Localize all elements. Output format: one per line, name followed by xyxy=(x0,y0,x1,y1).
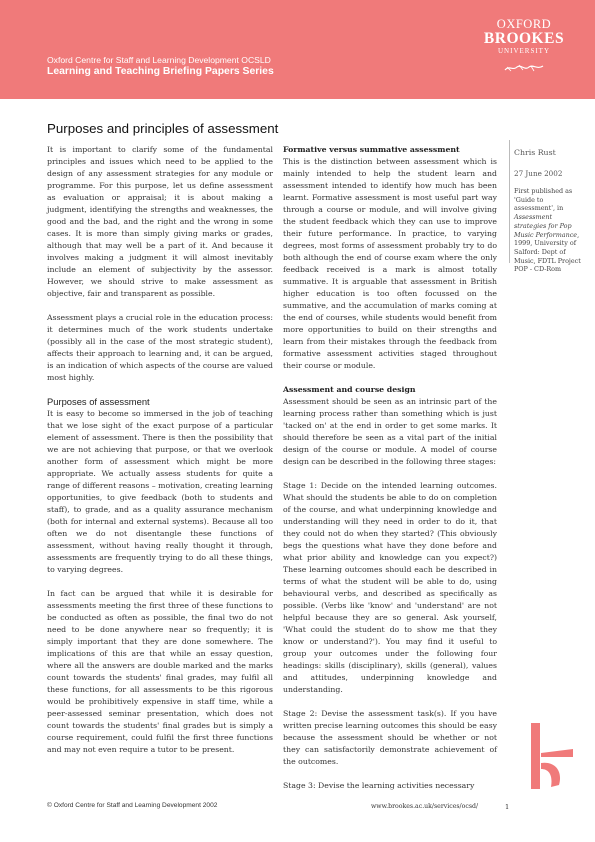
section-heading-course-design: Assessment and course design xyxy=(283,385,416,394)
section-heading-formative: Formative versus summative assessment xyxy=(283,145,460,154)
logo-emblem-icon xyxy=(503,63,545,73)
series-title: Learning and Teaching Briefing Papers Series xyxy=(47,66,274,77)
paragraph: It is easy to become so immersed in the job of teaching that we lose sight of the exact purpose of a particular element of assessment. There is then the possibility that we are not achieving that purpose, or that we overlook another form of assessment which might be more appropriate. We actually assess students for quite a range of different reasons – motivation, creating learning opportunities, to give feedback (both to students and staff), to grade, and as a quality assurance mechanism (both for internal and external systems). Because all too often we do not disentangle these functions of assessment, without having really thought it through, assessments are frequently trying to do all these things, to varying degrees. xyxy=(47,409,273,574)
page-number: 1 xyxy=(505,803,510,811)
column-middle xyxy=(283,144,497,792)
note-text: First published as 'Guide to assessment', in xyxy=(514,187,573,213)
header-banner xyxy=(0,0,595,99)
paragraph: Stage 2: Devise the assessment task(s). If you have written precise learning outcomes this should be easy because the assessment should be whether or not they can satisfactorily demonstrate achievement of the outcomes. xyxy=(283,709,497,766)
paragraph: It is important to clarify some of the fundamental principles and issues which need to be applied to the design of any assessment strategies for any module or programme. For this purpose, let us define assessment as evaluation or appraisal; it is about making a judgment, identifying the strengths and weaknesses, the good and the bad, and the right and the wrong in some cases. It is more than simply giving marks or grades, although that may well be a part of it. And because it involves making a judgment it will almost inevitably include an element of subjectivity by the assessor. However, we should strive to make assessment as objective, fair and transparent as possible. xyxy=(47,145,273,298)
paragraph: This is the distinction between assessment which is mainly intended to help the student learn and assessment intended to identify how much has been learnt. Formative assessment is most useful part way through a course or module, and will involve giving the student feedback which they can use to improve their future performance. In practice, to varying degrees, most forms of assessment probably try to do both although the end of course exam where the only feedback received is a mark is almost totally summative. It is arguable that assessment in British higher education is too often focussed on the summative, and the accumulation of marks coming at the end of courses, while students would benefit from more opportunities to build on their strengths and learn from their mistakes through the feedback from formative assessment activities staged throughout their course or module. xyxy=(283,157,497,370)
logo-line-oxford: OXFORD xyxy=(496,17,552,31)
logo-line-university: UNIVERSITY xyxy=(498,47,550,55)
sidebar xyxy=(509,140,587,274)
paragraph: Assessment plays a crucial role in the education process: it determines much of the work students undertake (possibly all in the case of the most strategic student), affects their approach to learning and, it can be argued, is an indication of which aspects of the course are valued most highly. xyxy=(47,313,273,382)
organization-name: Oxford Centre for Staff and Learning Development OCSLD xyxy=(47,55,271,65)
publication-date: 27 June 2002 xyxy=(514,169,563,178)
footer-link[interactable]: www.brookes.ac.uk/services/ocsd/ xyxy=(371,803,479,810)
paragraph: Stage 3: Devise the learning activities necessary xyxy=(283,781,475,790)
note-text: , 1999, University of Salford: Dept of Music, FDTL Project POP - CD-Rom xyxy=(514,230,581,274)
paragraph: Assessment should be seen as an intrinsic part of the learning process rather than something which is just 'tacked on' at the end in order to get some marks. It should therefore be seen as a vital part of the initial design of the course or module. A model of course design can be described in the following three stages: xyxy=(283,397,497,466)
note-source-title: Assessment strategies for Pop Music Performance xyxy=(514,213,578,239)
footer-copyright: © Oxford Centre for Staff and Learning Development 2002 xyxy=(47,802,218,809)
paragraph: In fact can be argued that while it is desirable for assessments meeting the first three of these functions to be conducted as often as possible, the final two do not need to be done anywhere near so frequently; it is simply important that they are done somewhere. The implications of this are that while an essay question, where all the answers are double marked and the marks count towards the students' final grades, may fulfil all these functions, for all assessments to be this rigorous would be prohibitively expensive in staff time, while a peer-assessed seminar presentation, which does not count towards the students' final grades but is simply a course requirement, could fulfil the first three functions and may not even require a tutor to be present. xyxy=(47,589,273,754)
decorative-emblem-icon xyxy=(529,723,575,789)
page-title: Purposes and principles of assessment xyxy=(47,121,279,136)
logo-line-brookes: BROOKES xyxy=(483,30,565,47)
author-name: Chris Rust xyxy=(514,148,556,157)
column-left xyxy=(47,144,273,756)
paragraph: Stage 1: Decide on the intended learning outcomes. What should the students be able to do on completion of the course, and what underpinning knowledge and understanding will they need in order to do it, that they could not do when they started? (This obviously begs the questions what have they done before and what prior ability and knowledge can you expect?) These learning outcomes should each be described in terms of what the student will be able to do, using behavioural verbs, and described as specifically as possible. (Verbs like 'know' and 'understand' are not helpful because they are so general. Ask yourself, 'What could the student do to show me that they know or understand?'). You may find it useful to group your outcomes under the following four headings: skills (disciplinary), skills (general), values and attitudes, underpinning knowledge and understanding. xyxy=(283,481,497,694)
university-logo xyxy=(479,18,569,56)
publication-note xyxy=(514,187,586,274)
section-heading-purposes: Purposes of assessment xyxy=(47,396,150,407)
